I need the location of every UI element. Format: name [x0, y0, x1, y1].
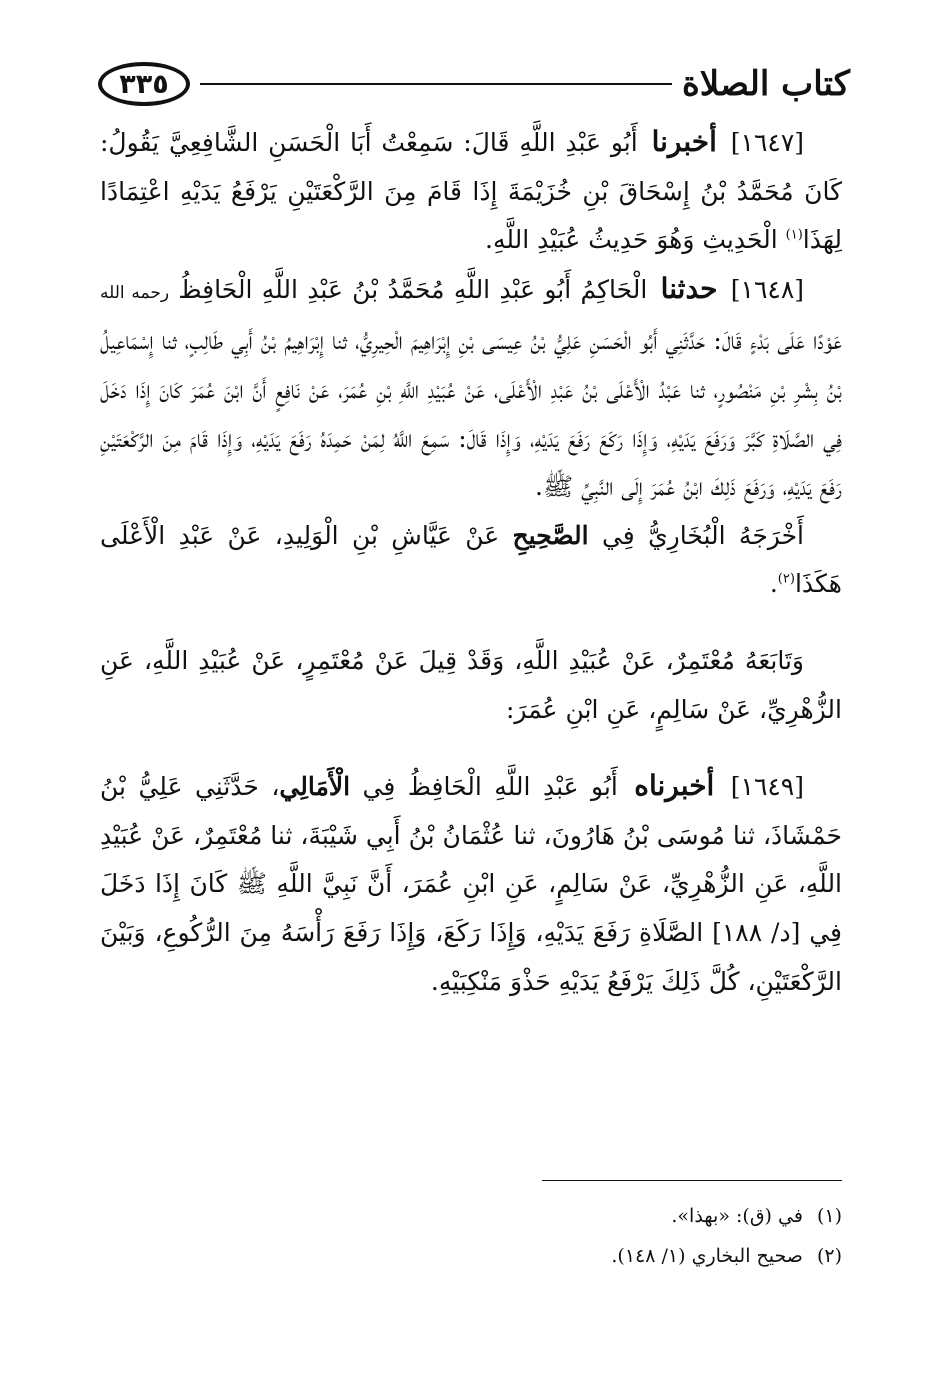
report-number: [١٦٤٨]	[730, 274, 805, 304]
mutaba-note	[100, 637, 842, 734]
footnote-text: صحيح البخاري (١/ ١٤٨).	[611, 1245, 803, 1267]
report-verb: حدثنا	[660, 271, 718, 305]
hadith-text: كَانَ إِذَا دَخَلَ فِي [د/ ١٨٨] الصَّلَاةِ رَفَعَ يَدَيْهِ، وَإِذَا رَكَعَ، وَإِذَا رَفَعَ رَأْسَهُ مِنَ الرُّكُوعِ، وَبَيْنَ الرَّكْعَتَيْنِ، كُلَّ ذَلِكَ يَرْفَعُ يَدَيْهِ حَذْوَ مَنْكِبَيْهِ.	[100, 869, 842, 996]
footnote-item	[100, 1196, 842, 1236]
hadith-text: الْحَدِيثِ وَهُوَ حَدِيثُ عُبَيْدِ اللَّهِ.	[485, 225, 786, 255]
salawat-glyph: ﷺ	[236, 869, 267, 899]
hadith-text: أَبُو عَبْدِ اللَّهِ الْحَافِظُ فِي	[350, 772, 618, 802]
report-verb: أخبرناه	[634, 769, 715, 803]
honorific-glyph: رحمه الله	[100, 282, 170, 303]
footnote-text: في (ق): «بهذا».	[671, 1205, 803, 1227]
page-header	[98, 58, 850, 110]
hadith-1648	[100, 265, 842, 512]
hadith-1649	[100, 762, 842, 1006]
hadith-1647	[100, 118, 842, 265]
report-verb: أخبرنا	[651, 125, 717, 158]
footnote-divider	[542, 1180, 842, 1181]
hadith-text: أَبُو عَبْدِ اللَّهِ قَالَ: سَمِعْتُ أَبَا الْحَسَنِ الشَّافِعِيَّ يَقُولُ: كَانَ مُحَمَّدُ بْنُ إِسْحَاقَ بْنِ خُزَيْمَةَ إِذَا قَامَ مِنَ الرَّكْعَتَيْنِ يَرْفَعُ يَدَيْهِ اعْتِمَادًا لِهَذَا	[100, 128, 842, 255]
hadith-text: .	[769, 569, 778, 599]
hadith-text: عَنْ عَيَّاشِ بْنِ الْوَلِيدِ، عَنْ عَبْدِ الْأَعْلَى هَكَذَا	[100, 520, 842, 599]
salawat-glyph: ﷺ	[542, 472, 574, 502]
footnote-item	[100, 1236, 842, 1276]
page-number: ٣٣٥	[98, 62, 190, 106]
footnote-ref: (١)	[785, 227, 803, 243]
takhrij-note	[100, 512, 842, 609]
main-text	[100, 118, 842, 1006]
hadith-text: عَوْدًا عَلَى بَدْءٍ قَالَ: حَدَّثَنِي أَبُو الْحَسَنِ عَلِيُّ بْنُ عِيسَى بْنِ إِبْرَاهِيمَ الْحِيرِيُّ، ثنا إِبْرَاهِيمُ بْنُ أَبِي طَالِبٍ، ثنا إِسْمَاعِيلُ بْنُ بِشْرِ بْنِ مَنْصُورٍ، ثنا عَبْدُ الْأَعْلَى بْنُ عَبْدِ الْأَعْلَى، عَنْ عُبَيْدِ اللَّهِ بْنِ عُمَرَ، عَنْ نَافِعٍ أَنَّ ابْنَ عُمَرَ كَانَ إِذَا دَخَلَ فِي الصَّلَاةِ كَبَّرَ وَرَفَعَ يَدَيْهِ، وَإِذَا رَكَعَ رَفَعَ يَدَيْهِ، وَإِذَا قَالَ: سَمِعَ اللَّهُ لِمَنْ حَمِدَهُ رَفَعَ يَدَيْهِ، وَإِذَا قَامَ مِنَ الرَّكْعَتَيْنِ رَفَعَ يَدَيْهِ، وَرَفَعَ ذَلِكَ ابْنُ عُمَرَ إِلَى النَّبِيِّ	[100, 326, 842, 502]
hadith-text: أَخْرَجَهُ الْبُخَارِيُّ فِي	[588, 520, 804, 550]
report-number: [١٦٤٩]	[730, 772, 804, 802]
hadith-text: .	[535, 472, 543, 502]
header-rule	[200, 83, 672, 85]
hadith-text: الْحَاكِمُ أَبُو عَبْدِ اللَّهِ مُحَمَّدُ بْنُ عَبْدِ اللَّهِ الْحَافِظُ	[178, 274, 648, 304]
footnote-ref: (٢)	[777, 572, 795, 588]
footnotes	[100, 1196, 842, 1276]
running-head: كتاب الصلاة	[681, 64, 850, 104]
footnote-number: (٢)	[816, 1245, 842, 1267]
report-number: [١٦٤٧]	[730, 128, 805, 157]
book-title: الصَّحِيحِ	[512, 520, 589, 550]
book-title: الْأَمَالِي	[279, 772, 351, 802]
footnote-number: (١)	[816, 1205, 842, 1227]
hadith-text: وَتَابَعَهُ مُعْتَمِرٌ، عَنْ عُبَيْدِ اللَّهِ، وَقَدْ قِيلَ عَنْ مُعْتَمِرٍ، عَنْ عُبَيْدِ اللَّهِ، عَنِ الزُّهْرِيِّ، عَنْ سَالِمٍ، عَنِ ابْنِ عُمَرَ:	[100, 645, 842, 724]
hadith-text: ، حَدَّثَنِي عَلِيُّ بْنُ حَمْشَاذَ، ثنا مُوسَى بْنُ هَارُونَ، ثنا عُثْمَانُ بْنُ أَبِي شَيْبَةَ، ثنا مُعْتَمِرٌ، عَنْ عُبَيْدِ اللَّهِ، عَنِ الزُّهْرِيِّ، عَنْ سَالِمٍ، عَنِ ابْنِ عُمَرَ، أَنَّ نَبِيَّ اللَّهِ	[100, 772, 843, 899]
